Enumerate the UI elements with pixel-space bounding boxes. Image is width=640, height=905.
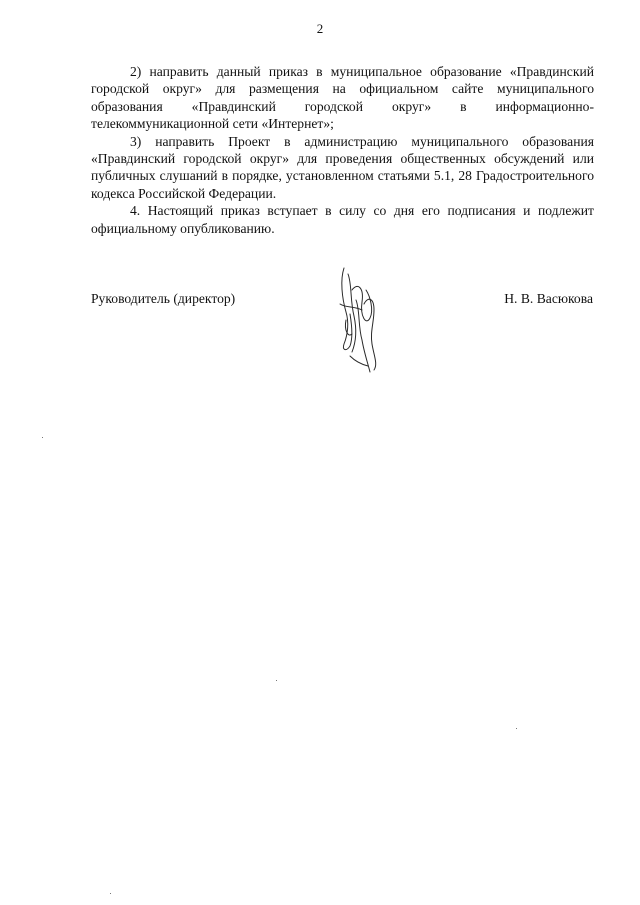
paragraph-item-2: 2) направить данный приказ в муниципальное образование «Правдинский городской округ» для размещения на официальном сайте муниципального образования «Правдинский городской округ» в информационно-телекоммуникационной сети «Интернет»; <box>91 64 594 132</box>
signatory-position: Руководитель (директор) <box>91 291 236 306</box>
scan-speck <box>516 728 517 729</box>
handwritten-signature <box>322 260 392 380</box>
scan-speck <box>42 437 43 438</box>
paragraph-item-4: 4. Настоящий приказ вступает в силу со дня его подписания и подлежит официальному опубликованию. <box>91 203 594 236</box>
scan-speck <box>276 680 277 681</box>
paragraph-item-3: 3) направить Проект в администрацию муниципального образования «Правдинский городской округ» для проведения общественных обсуждений или публичных слушаний в порядке, установленном статьями 5.1, 28 Градостроительного кодекса Российской Федерации. <box>91 133 594 201</box>
page-number: 2 <box>316 21 324 36</box>
scan-speck <box>110 893 111 894</box>
document-body <box>91 63 594 237</box>
signatory-name: Н. В. Васюкова <box>504 291 593 306</box>
